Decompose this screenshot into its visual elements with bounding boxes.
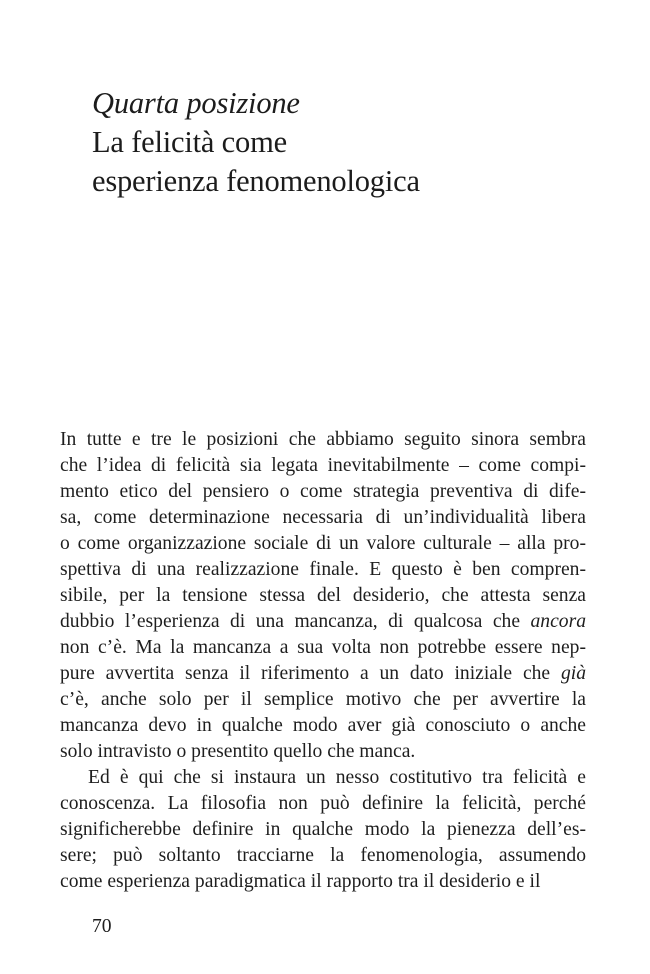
text-line xyxy=(60,843,586,869)
chapter-heading xyxy=(92,84,592,201)
line-text: sibile, per la tensione stessa del desiderio, che attesta senza xyxy=(60,585,586,606)
paragraph xyxy=(60,765,586,895)
line-text: c’è, anche solo per il semplice motivo che per avvertire la xyxy=(60,689,586,710)
line-text: mento etico del pensiero o come strategia preventiva di dife- xyxy=(60,481,586,502)
text-line xyxy=(60,635,586,661)
text-line xyxy=(60,505,586,531)
text-line xyxy=(60,661,586,687)
line-text: spettiva di una realizzazione finale. E questo è ben compren- xyxy=(60,559,586,580)
line-text: conoscenza. La filosofia non può definire la felicità, perché xyxy=(60,793,586,814)
chapter-kicker: Quarta posizione xyxy=(92,86,300,120)
text-line xyxy=(60,583,586,609)
line-text-italic: già xyxy=(560,663,586,684)
body-text xyxy=(60,427,586,895)
text-line xyxy=(60,479,586,505)
chapter-title-line-2: esperienza fenomenologica xyxy=(92,164,420,198)
line-text: sere; può soltanto tracciarne la fenomenologia, assumendo xyxy=(60,845,586,866)
text-line xyxy=(60,765,586,791)
line-text: sa, come determinazione necessaria di un’individualità libera xyxy=(60,507,586,528)
text-line xyxy=(60,713,586,739)
line-text: come esperienza paradigmatica il rapporto tra il desiderio e il xyxy=(60,871,541,892)
chapter-title-line-1: La felicità come xyxy=(92,125,287,159)
text-line xyxy=(60,453,586,479)
text-line xyxy=(60,687,586,713)
line-text: o come organizzazione sociale di un valore culturale – alla pro- xyxy=(60,533,586,554)
line-text: Ed è qui che si instaura un nesso costitutivo tra felicità e xyxy=(88,767,586,788)
line-text: mancanza devo in qualche modo aver già conosciuto o anche xyxy=(60,715,586,736)
text-line xyxy=(60,609,586,635)
line-text: dubbio l’esperienza di una mancanza, di qualcosa che xyxy=(60,611,531,632)
page-number: 70 xyxy=(92,916,112,937)
text-line xyxy=(60,739,586,765)
text-line xyxy=(60,427,586,453)
line-text: solo intravisto o presentito quello che manca. xyxy=(60,741,416,762)
line-text: che l’idea di felicità sia legata inevitabilmente – come compi- xyxy=(60,455,586,476)
text-line xyxy=(60,869,586,895)
text-line xyxy=(60,557,586,583)
line-text: pure avvertita senza il riferimento a un dato iniziale che xyxy=(60,663,561,684)
text-line xyxy=(60,791,586,817)
line-text: significherebbe definire in qualche modo la pienezza dell’es- xyxy=(60,819,586,840)
line-text-italic: ancora xyxy=(530,611,586,632)
line-text: non c’è. Ma la mancanza a sua volta non potrebbe essere nep- xyxy=(60,637,586,658)
line-text: In tutte e tre le posizioni che abbiamo seguito sinora sembra xyxy=(60,429,586,450)
text-line xyxy=(60,817,586,843)
text-line xyxy=(60,531,586,557)
paragraph xyxy=(60,427,586,765)
